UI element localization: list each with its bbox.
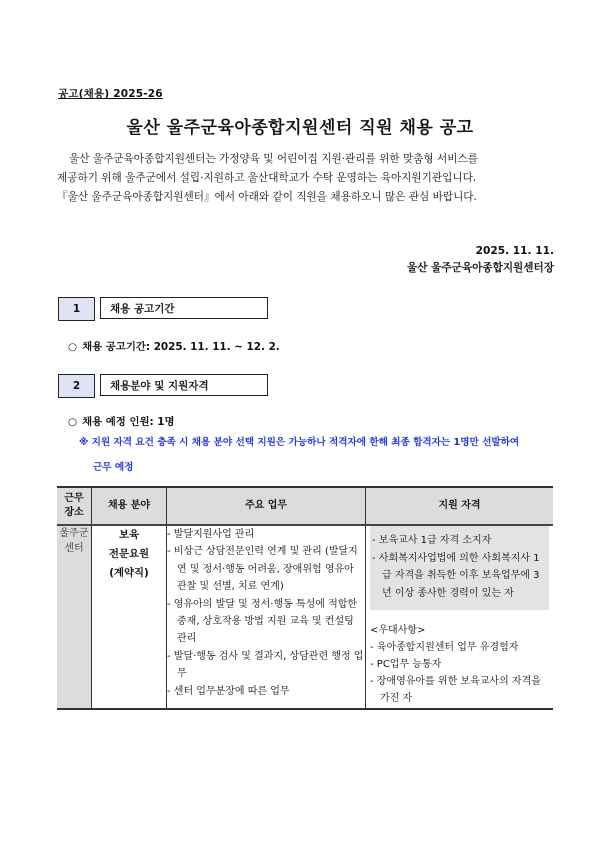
- selection-note: ※ 지원 자격 요건 충족 시 채용 분야 선택 지원은 가능하나 적격자에 한해 최종 합격자는 1명만 선발하여 근무 예정: [79, 437, 520, 473]
- list-item: - 보육교사 1급 자격 소지자: [372, 535, 492, 546]
- bullet-headcount: ○ 채용 예정 인원: 1명: [68, 416, 175, 428]
- cell-location: 울주군 센터: [57, 525, 92, 709]
- header-duties: 주요 업무: [167, 487, 366, 525]
- duties-list: [167, 526, 365, 700]
- cell-qualifications: [366, 525, 554, 709]
- list-item: - 센터 업무분장에 따른 업무: [167, 685, 290, 697]
- list-item: - 발달지원사업 관리: [167, 529, 255, 540]
- preferences-block: [366, 610, 553, 707]
- bullet-recruitment-period: ○ 채용 공고기간: 2025. 11. 11. ~ 12. 2.: [68, 341, 280, 353]
- header-location: 근무 장소: [57, 487, 92, 525]
- announcement-date: 2025. 11. 11.: [475, 245, 554, 257]
- section-number: 2: [58, 374, 95, 398]
- list-item: - 영유아의 발달 및 정서·행동 특성에 적합한 중재, 상호작용 방법 지원 교육 및 컨설팅 관리: [167, 598, 358, 645]
- intro-line: 울산 울주군육아종합지원센터는 가정양육 및 어린이집 지원·관리를 위한 맞춤형 서비스를: [69, 153, 478, 165]
- signature-block: [407, 243, 554, 277]
- section-number: 1: [58, 297, 95, 321]
- document-number: 공고(채용) 2025-26: [58, 88, 163, 100]
- list-item: - 사회복지사업법에 의한 사회복지사 1급 자격을 취득한 이후 보육업무에 3년 이상 종사한 경력이 있는 자: [372, 552, 540, 599]
- cell-duties: [167, 525, 366, 709]
- job-table: [57, 486, 553, 710]
- page-title: 울산 울주군육아종합지원센터 직원 채용 공고: [126, 118, 474, 138]
- preferences-title: <우대사항>: [370, 625, 426, 636]
- list-item: - 비상근 상담전문인력 연계 및 관리 (발달지연 및 정서·행동 어려움, 장애위험 영유아 관찰 및 선별, 치료 연계): [167, 546, 358, 593]
- cell-field: 보육 전문요원 (계약직): [92, 525, 167, 709]
- table-header-row: [57, 487, 553, 525]
- section-title: 채용분야 및 지원자격: [100, 374, 268, 396]
- circle-bullet-icon: ○: [68, 416, 78, 428]
- list-item: - PC업무 능통자: [370, 659, 442, 670]
- section-title: 채용 공고기간: [100, 297, 268, 319]
- required-qualifications-box: [370, 526, 549, 610]
- intro-paragraph: [57, 150, 557, 207]
- circle-bullet-icon: ○: [68, 341, 78, 353]
- intro-line: 제공하기 위해 울주군에서 설립·지원하고 울산대학교가 수탁 운영하는 육아지원기관입니다.: [57, 172, 477, 184]
- list-item: - 장애영유아를 위한 보육교사의 자격을 가진 자: [370, 676, 541, 704]
- list-item: - 육아종합지원센터 업무 유경험자: [370, 642, 519, 653]
- table-row: [57, 525, 553, 709]
- header-qualifications: 지원 자격: [366, 487, 554, 525]
- section-header-1: [58, 297, 268, 321]
- header-field: 채용 분야: [92, 487, 167, 525]
- list-item: - 발달·행동 검사 및 결과지, 상담관련 행정 업무: [167, 650, 364, 680]
- section-header-2: [58, 374, 268, 398]
- intro-line: 『울산 울주군육아종합지원센터』에서 아래와 같이 직원을 채용하오니 많은 관심 바랍니다.: [57, 191, 477, 203]
- issuer-name: 울산 울주군육아종합지원센터장: [407, 262, 554, 274]
